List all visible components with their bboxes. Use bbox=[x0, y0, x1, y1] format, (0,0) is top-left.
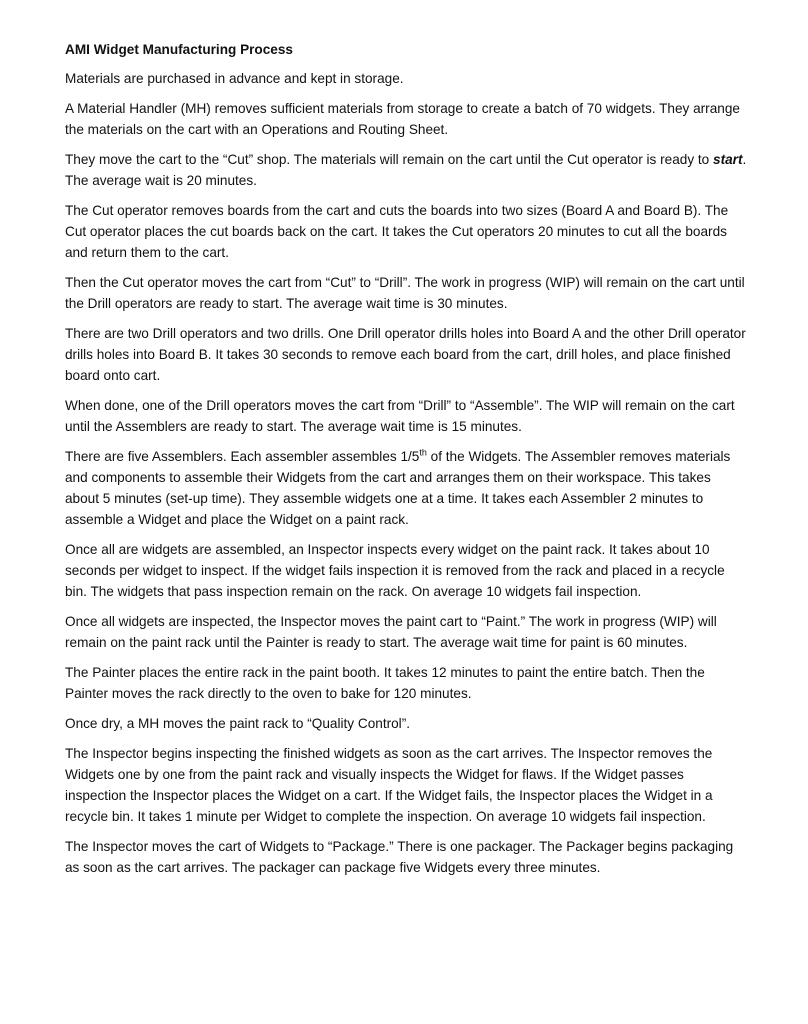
paragraph-text: They move the cart to the “Cut” shop. The materials will remain on the cart until the Cut operator is ready to bbox=[65, 152, 714, 167]
superscript-th: th bbox=[419, 447, 427, 458]
paragraph-drill-operators: There are two Drill operators and two drills. One Drill operator drills holes into Board A and the other Drill operator drills holes into Board B. It takes 30 seconds to remove each board from the cart, drill holes, and place finished board onto cart. bbox=[65, 326, 746, 383]
paragraph-materials-storage: Materials are purchased in advance and kept in storage. bbox=[65, 71, 404, 86]
paragraph-text: There are five Assemblers. Each assembler assembles 1/5 bbox=[65, 449, 420, 464]
paragraph-assemblers bbox=[65, 446, 748, 530]
paragraph-cut-to-drill: Then the Cut operator moves the cart from “Cut” to “Drill”. The work in progress (WIP) will remain on the cart until the Drill operators are ready to start. The average wait time is 30 minutes. bbox=[65, 275, 745, 311]
paragraph-first-inspection: Once all are widgets are assembled, an Inspector inspects every widget on the paint rack. It takes about 10 seconds per widget to inspect. If the widget fails inspection it is removed from the rack and placed in a recycle bin. The widgets that pass inspection remain on the rack. On average 10 widgets fail inspection. bbox=[65, 542, 725, 599]
paragraph-quality-control: Once dry, a MH moves the paint rack to “Quality Control”. bbox=[65, 716, 411, 731]
paragraph-cut-operator: The Cut operator removes boards from the cart and cuts the boards into two sizes (Board A and Board B). The Cut operator places the cut boards back on the cart. It takes the Cut operators 20 minutes to cut all the boards and return them to the cart. bbox=[65, 203, 729, 260]
document-title: AMI Widget Manufacturing Process bbox=[65, 42, 293, 57]
paragraph-package: The Inspector moves the cart of Widgets to “Package.” There is one packager. The Packager begins packaging as soon as the cart arrives. The packager can package five Widgets every three minutes. bbox=[65, 839, 734, 875]
paragraph-paint-wait: Once all widgets are inspected, the Inspector moves the paint cart to “Paint.” The work in progress (WIP) will remain on the paint rack until the Painter is ready to start. The average wait time for paint is 60 minutes. bbox=[65, 614, 717, 650]
paragraph-final-inspection: The Inspector begins inspecting the finished widgets as soon as the cart arrives. The Inspector removes the Widgets one by one from the paint rack and visually inspects the Widget for flaws. If the Widget passes inspection the Inspector places the Widget on a cart. If the Widget fails, the Inspector places the Widget in a recycle bin. It takes 1 minute per Widget to complete the inspection. On average 10 widgets fail inspection. bbox=[65, 746, 713, 824]
paragraph-material-handler: A Material Handler (MH) removes sufficient materials from storage to create a batch of 70 widgets. They arrange the materials on the cart with an Operations and Routing Sheet. bbox=[65, 101, 740, 137]
paragraph-painter: The Painter places the entire rack in the paint booth. It takes 12 minutes to paint the entire batch. Then the Painter moves the rack directly to the oven to bake for 120 minutes. bbox=[65, 665, 705, 701]
paragraph-text: of the Widgets. The Assembler removes materials and components to assemble their Widgets from the cart and arranges them on their workspace. This takes about 5 minutes (set-up time). They assemble widgets one at a time. It takes each Assembler 2 minutes to assemble a Widget and place the Widget on a paint rack. bbox=[65, 449, 731, 527]
paragraph-cut-shop bbox=[65, 149, 748, 191]
emphasis-start: start bbox=[713, 152, 743, 167]
paragraph-drill-to-assemble: When done, one of the Drill operators moves the cart from “Drill” to “Assemble”. The WIP will remain on the cart until the Assemblers are ready to start. The average wait time is 15 minutes. bbox=[65, 398, 735, 434]
paragraph-text: . The average wait is 20 minutes. bbox=[65, 152, 747, 188]
